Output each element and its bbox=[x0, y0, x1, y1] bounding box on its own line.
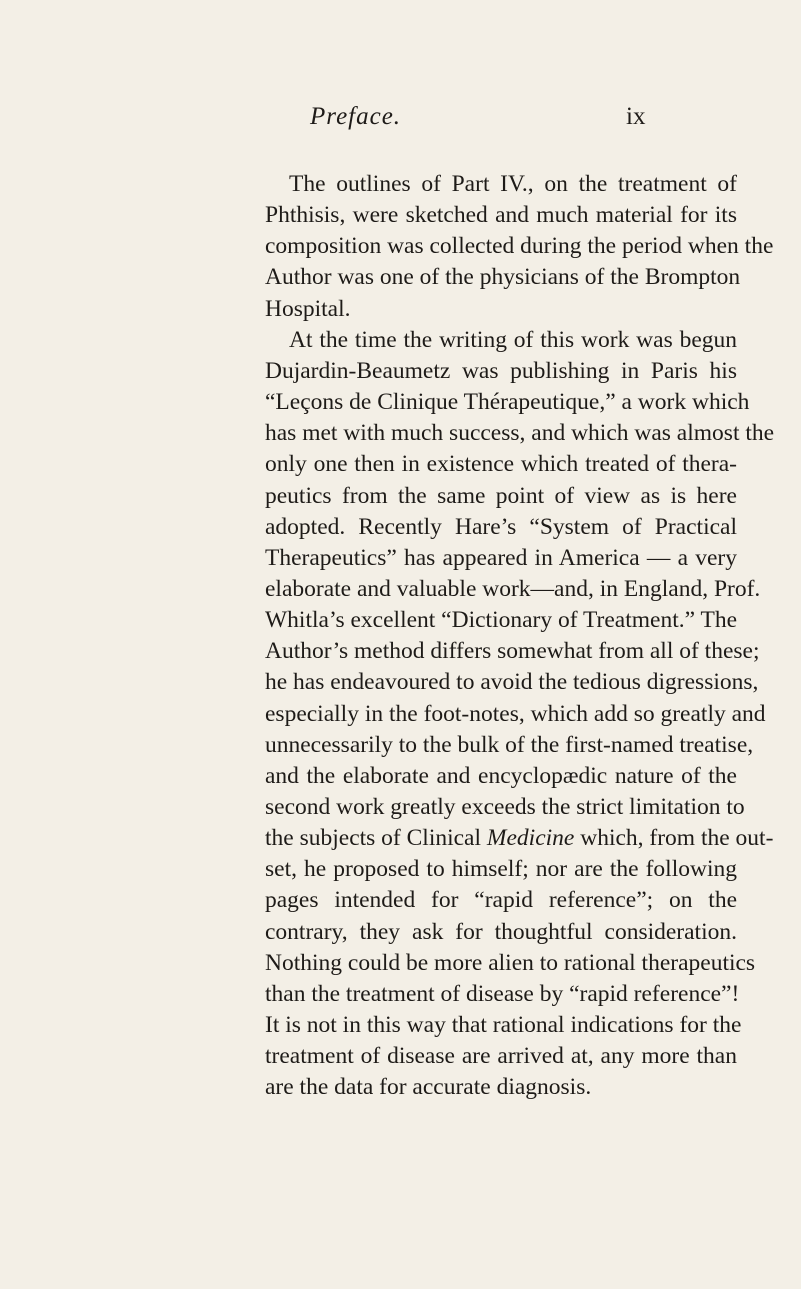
text-line: Therapeutics” has appeared in America — a very bbox=[265, 545, 737, 571]
text-line: contrary, they ask for thoughtful consideration. bbox=[265, 919, 737, 945]
text-line: composition was collected during the period when the bbox=[265, 233, 774, 259]
text-line: are the data for accurate diagnosis. bbox=[265, 1074, 592, 1100]
text-line: only one then in existence which treated of thera- bbox=[265, 451, 737, 477]
text-line: Hospital. bbox=[265, 296, 351, 322]
text-line: and the elaborate and encyclopædic nature of the bbox=[265, 763, 737, 789]
text-line: than the treatment of disease by “rapid reference”! bbox=[265, 981, 740, 1007]
text-line: unnecessarily to the bulk of the first-named treatise, bbox=[265, 732, 754, 758]
text-line: peutics from the same point of view as is here bbox=[265, 483, 737, 509]
text-line: Dujardin-Beaumetz was publishing in Paris his bbox=[265, 358, 737, 384]
text-line: Whitla’s excellent “Dictionary of Treatment.” The bbox=[265, 607, 738, 633]
text-line: Author’s method differs somewhat from all of these; bbox=[265, 638, 760, 664]
text-line: Phthisis, were sketched and much material for its bbox=[265, 202, 737, 228]
text-line: It is not in this way that rational indications for the bbox=[265, 1012, 742, 1038]
text-line: At the time the writing of this work was begun bbox=[289, 327, 737, 353]
page-header bbox=[0, 103, 801, 139]
text-line: second work greatly exceeds the strict limitation to bbox=[265, 794, 745, 820]
text-line: Author was one of the physicians of the Brompton bbox=[265, 264, 741, 290]
text-line: Nothing could be more alien to rational therapeutics bbox=[265, 950, 756, 976]
text-line: adopted. Recently Hare’s “System of Practical bbox=[265, 514, 737, 540]
text-line: The outlines of Part IV., on the treatment of bbox=[289, 171, 737, 197]
text-line: “Leçons de Clinique Thérapeutique,” a work which bbox=[265, 389, 750, 415]
text-line: has met with much success, and which was almost the bbox=[265, 420, 775, 446]
text-line: treatment of disease are arrived at, any more than bbox=[265, 1043, 737, 1069]
text-line: pages intended for “rapid reference”; on the bbox=[265, 887, 737, 913]
text-line: the subjects of Clinical Medicine which, from the out- bbox=[265, 825, 774, 851]
text-line: he has endeavoured to avoid the tedious digressions, bbox=[265, 669, 759, 695]
running-title: Preface. bbox=[310, 103, 402, 130]
text-line: especially in the foot-notes, which add so greatly and bbox=[265, 701, 766, 727]
text-line: elaborate and valuable work—and, in England, Prof. bbox=[265, 576, 761, 602]
page-number: ix bbox=[626, 103, 646, 130]
text-line: set, he proposed to himself; nor are the following bbox=[265, 856, 737, 882]
